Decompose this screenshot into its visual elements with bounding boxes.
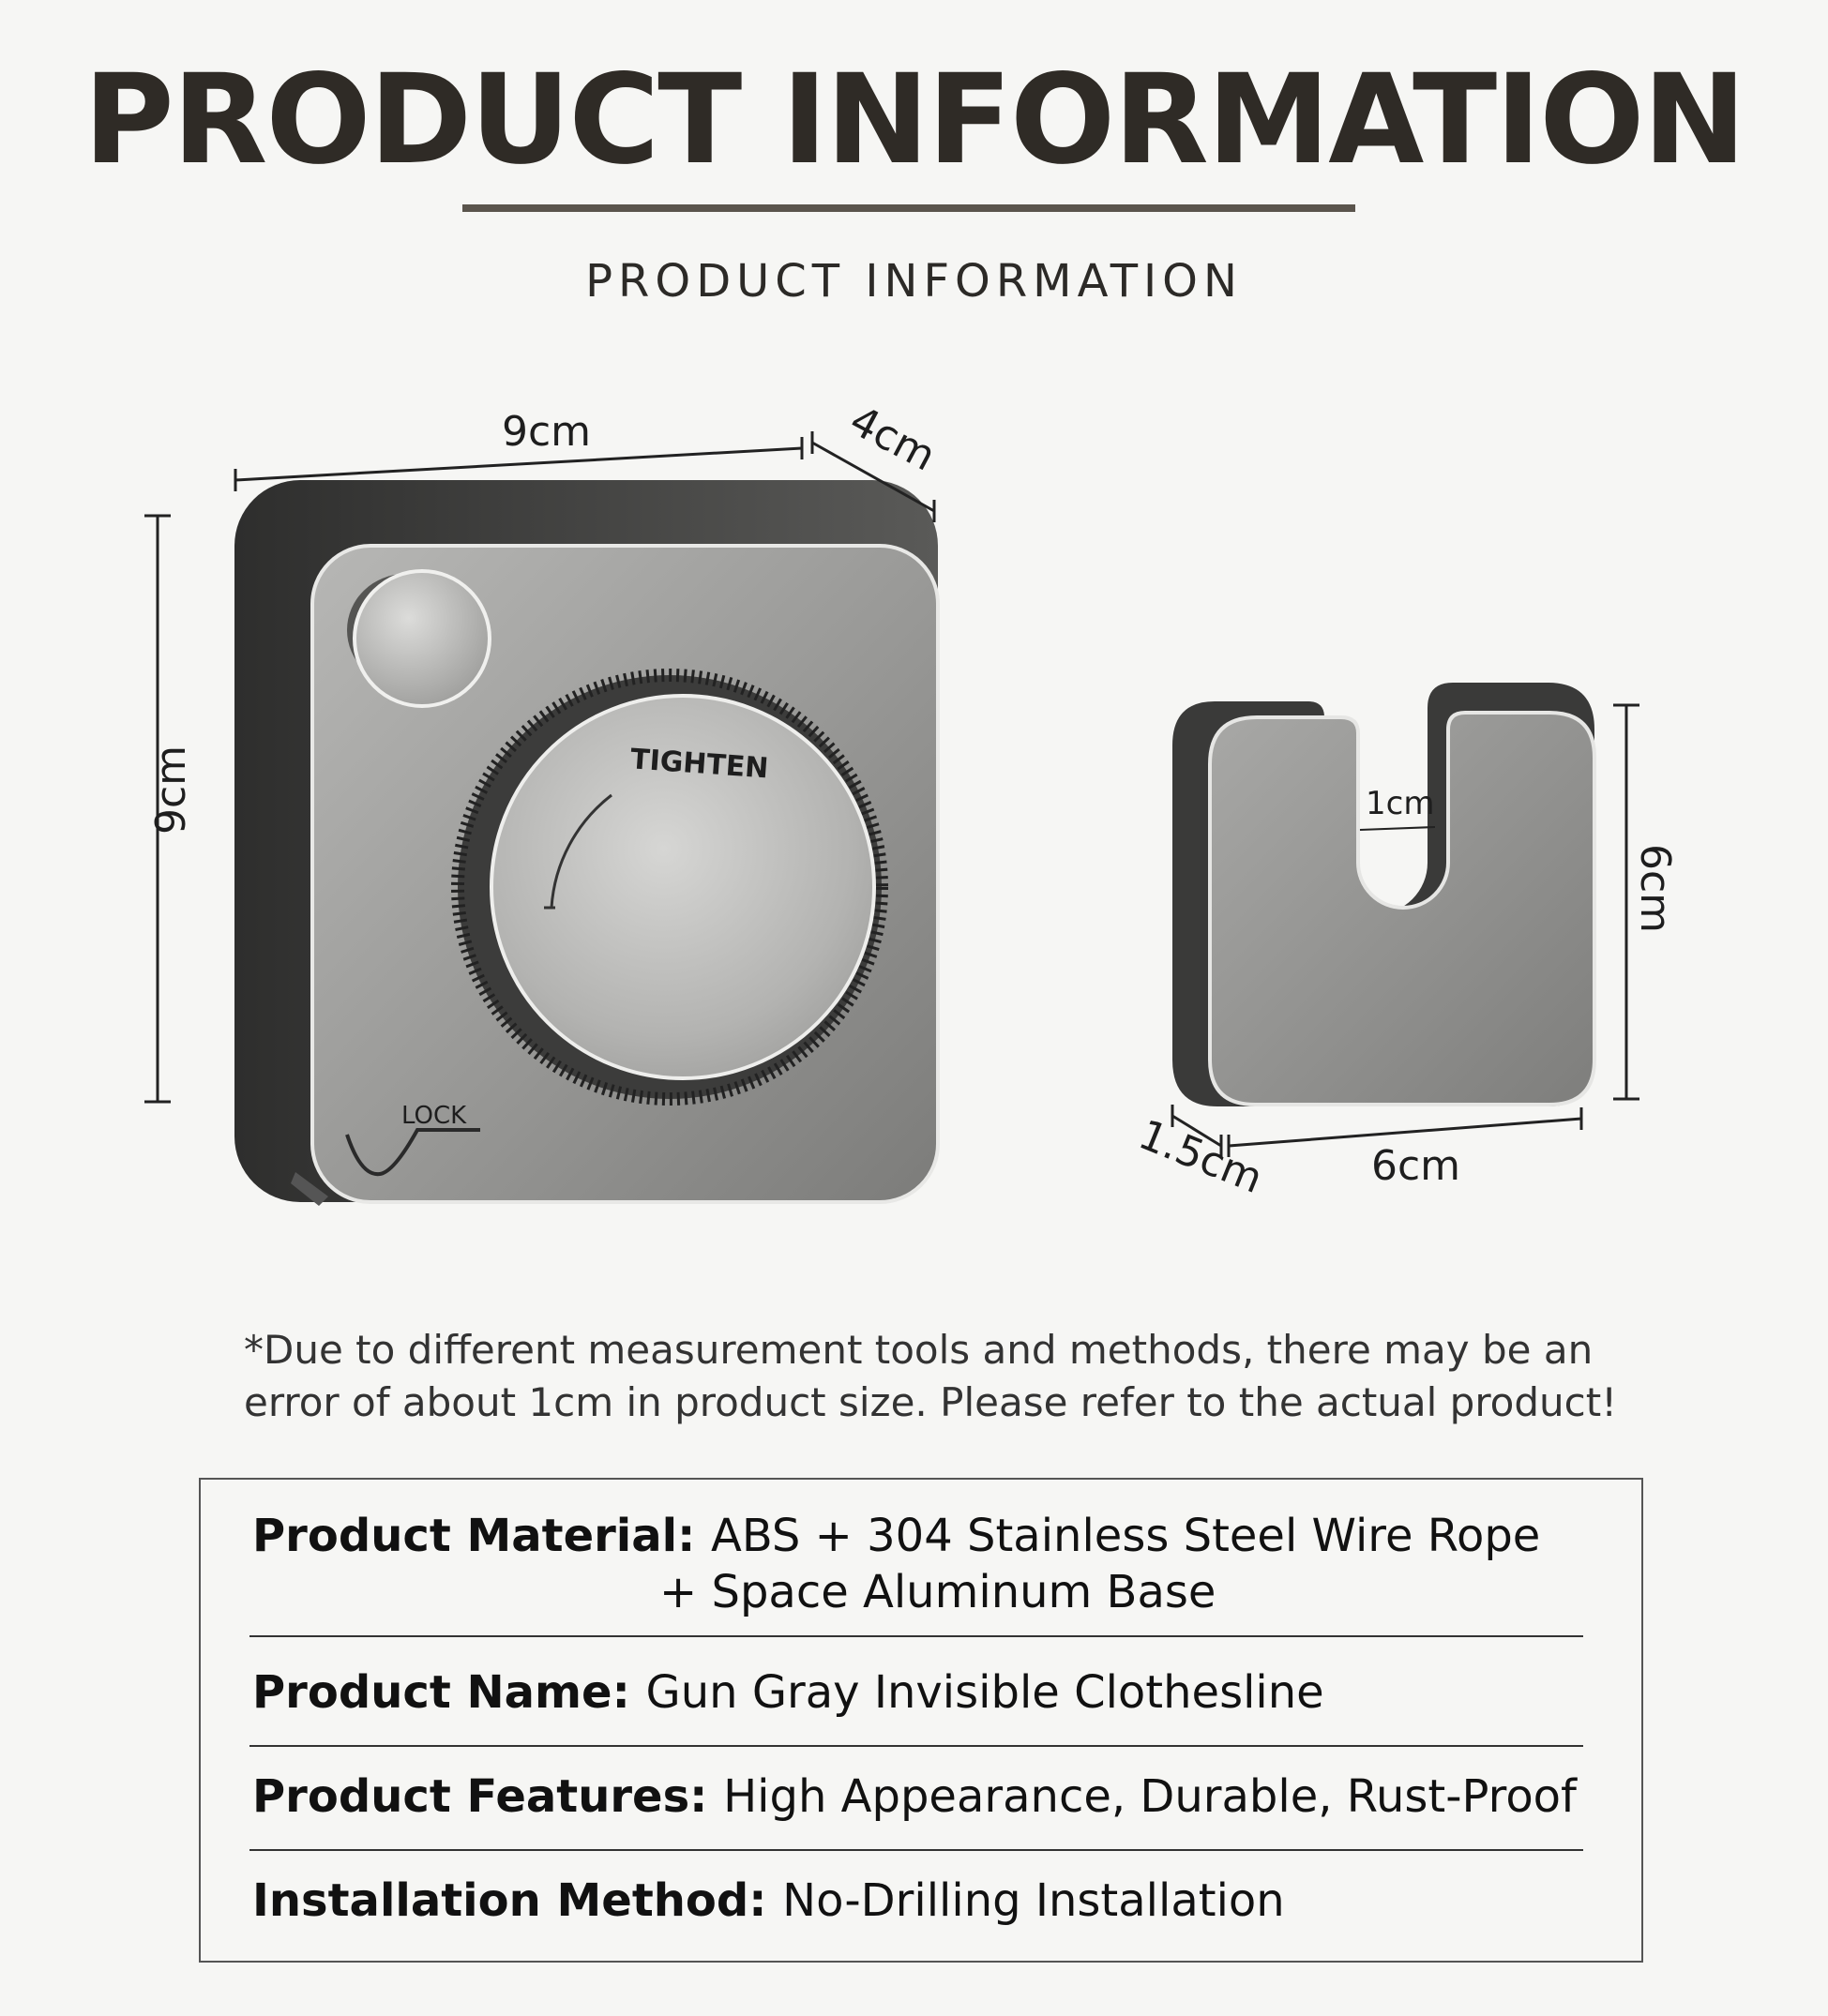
dimension-main-height bbox=[144, 516, 195, 1102]
spec-label: Product Material: bbox=[252, 1510, 711, 1562]
disclaimer-line-2: error of about 1cm in product size. Please refer to the actual product! bbox=[244, 1379, 1618, 1425]
dimension-hook-height bbox=[1613, 705, 1679, 1099]
disclaimer-line-1: *Due to different measurement tools and methods, there may be an bbox=[244, 1327, 1594, 1373]
spec-label: Product Features: bbox=[252, 1770, 724, 1823]
release-knob bbox=[355, 571, 490, 706]
spec-value: High Appearance, Durable, Rust-Proof bbox=[723, 1770, 1577, 1823]
spec-value: No-Drilling Installation bbox=[782, 1874, 1285, 1927]
spec-row-name bbox=[252, 1664, 1584, 1721]
hook-height-label: 6cm bbox=[1631, 844, 1679, 934]
main-width-label: 9cm bbox=[502, 408, 592, 456]
spec-label: Installation Method: bbox=[252, 1874, 783, 1927]
spec-label: Product Name: bbox=[252, 1666, 646, 1719]
hook-gap-label: 1cm bbox=[1366, 785, 1435, 822]
spec-divider bbox=[249, 1745, 1583, 1747]
page-subtitle: PRODUCT INFORMATION bbox=[585, 255, 1243, 308]
dimension-hook-width bbox=[1229, 1107, 1581, 1190]
size-disclaimer bbox=[244, 1324, 1651, 1429]
hook-width-label: 6cm bbox=[1371, 1142, 1461, 1190]
spec-divider bbox=[249, 1849, 1583, 1851]
spec-value-continued: + Space Aluminum Base bbox=[659, 1566, 1216, 1618]
spec-divider bbox=[249, 1635, 1583, 1637]
spec-row-installation bbox=[252, 1873, 1584, 1929]
dial-label: TIGHTEN bbox=[628, 743, 770, 786]
hook-front-face bbox=[1210, 713, 1594, 1105]
spec-table bbox=[199, 1478, 1643, 1963]
dimension-hook-depth bbox=[1132, 1105, 1269, 1203]
hook-depth-label: 1.5cm bbox=[1131, 1110, 1270, 1204]
wall-hook bbox=[1172, 683, 1594, 1106]
main-depth-label: 4cm bbox=[841, 396, 944, 481]
lock-label: LOCK bbox=[401, 1102, 467, 1130]
spec-value: ABS + 304 Stainless Steel Wire Rope bbox=[711, 1510, 1541, 1562]
dimension-main-width bbox=[235, 408, 802, 491]
main-height-label: 9cm bbox=[147, 745, 195, 835]
page-title: PRODUCT INFORMATION bbox=[83, 48, 1745, 192]
clothesline-device bbox=[234, 480, 938, 1206]
spec-value: Gun Gray Invisible Clothesline bbox=[645, 1666, 1324, 1719]
spec-row-material bbox=[252, 1508, 1584, 1620]
spec-row-features bbox=[252, 1768, 1584, 1825]
